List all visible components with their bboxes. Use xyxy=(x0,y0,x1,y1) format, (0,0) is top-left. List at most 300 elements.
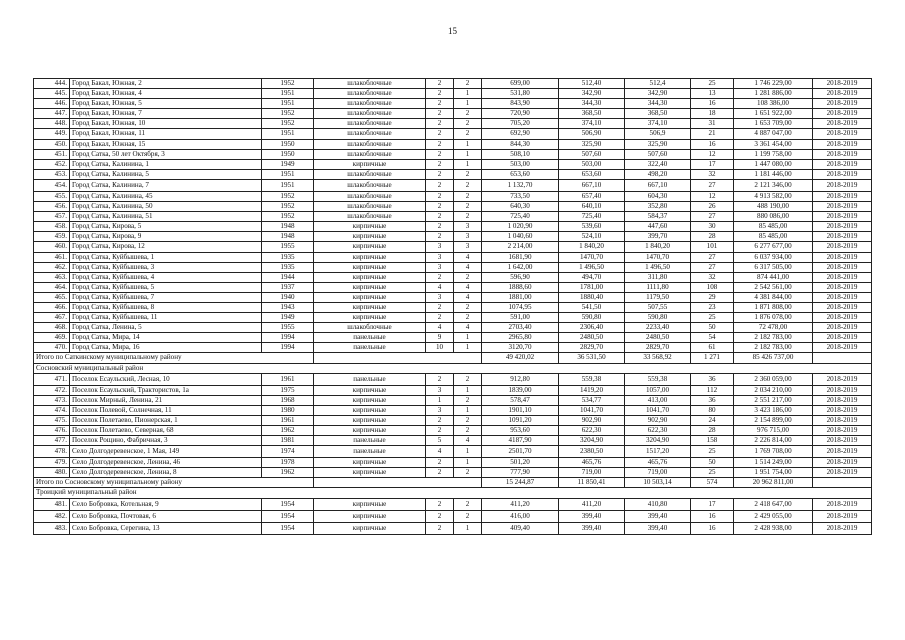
floors-cell: 2 xyxy=(426,159,454,169)
period-cell: 2018-2019 xyxy=(813,522,872,534)
entrances-cell: 2 xyxy=(454,313,482,323)
premises-area-cell: 1 840,20 xyxy=(559,242,625,252)
residential-area-cell: 374,10 xyxy=(625,119,691,129)
table-row xyxy=(34,292,872,302)
page-number: 15 xyxy=(448,26,457,36)
address-cell: Село Долгодеревенское, Ленина, 8 xyxy=(70,468,262,478)
floors-cell: 2 xyxy=(426,373,454,385)
table-row xyxy=(34,415,872,425)
address-cell: Село Бобровка, Почтовая, 6 xyxy=(70,510,262,522)
table-row xyxy=(34,436,872,446)
address-cell: Город Бакал, Южная, 7 xyxy=(70,109,262,119)
period-cell: 2018-2019 xyxy=(813,510,872,522)
residents-cell: 1 271 xyxy=(691,353,734,363)
cost-cell: 2 226 814,00 xyxy=(734,436,813,446)
total-area-cell: 720,90 xyxy=(482,109,559,119)
premises-area-cell: 1781,00 xyxy=(559,282,625,292)
table-row xyxy=(34,458,872,468)
address-cell: Город Сатка, 50 лет Октября, 3 xyxy=(70,149,262,159)
entrances-cell: 3 xyxy=(454,222,482,232)
year-built-cell: 1962 xyxy=(262,468,314,478)
total-area-cell: 578,47 xyxy=(482,395,559,405)
premises-area-cell: 512,40 xyxy=(559,79,625,89)
year-built-cell: 1935 xyxy=(262,252,314,262)
address-cell: Город Сатка, Кирова, 9 xyxy=(70,232,262,242)
period-cell: 2018-2019 xyxy=(813,232,872,242)
address-cell: Поселок Мирный, Ленина, 21 xyxy=(70,395,262,405)
residents-cell: 32 xyxy=(691,169,734,179)
wall-material-cell: кирпичные xyxy=(314,272,426,282)
residents-cell: 16 xyxy=(691,510,734,522)
period-cell: 2018-2019 xyxy=(813,395,872,405)
cost-cell: 880 086,00 xyxy=(734,212,813,222)
wall-material-cell: кирпичные xyxy=(314,385,426,395)
year-built-cell: 1948 xyxy=(262,222,314,232)
year-built-cell: 1962 xyxy=(262,426,314,436)
premises-area-cell: 1419,20 xyxy=(559,385,625,395)
residents-cell: 21 xyxy=(691,129,734,139)
period-cell: 2018-2019 xyxy=(813,302,872,312)
year-built-cell: 1954 xyxy=(262,510,314,522)
entrances-cell: 1 xyxy=(454,458,482,468)
address-cell: Поселок Полевой, Солнечная, 11 xyxy=(70,405,262,415)
period-cell: 2018-2019 xyxy=(813,498,872,510)
row-number-cell: 476. xyxy=(34,426,70,436)
row-number-cell: 463. xyxy=(34,272,70,282)
cost-cell: 6 277 677,00 xyxy=(734,242,813,252)
residential-area-cell: 622,30 xyxy=(625,426,691,436)
floors-cell: 2 xyxy=(426,458,454,468)
residential-area-cell: 498,20 xyxy=(625,169,691,179)
year-built-cell: 1951 xyxy=(262,99,314,109)
wall-material-cell: шлакоблочные xyxy=(314,139,426,149)
residents-cell: 23 xyxy=(691,302,734,312)
premises-area-cell: 503,00 xyxy=(559,159,625,169)
year-built-cell: 1943 xyxy=(262,302,314,312)
row-number-cell: 461. xyxy=(34,252,70,262)
row-number-cell: 467. xyxy=(34,313,70,323)
residents-cell: 29 xyxy=(691,292,734,302)
premises-area-cell: 725,40 xyxy=(559,212,625,222)
empty-cell xyxy=(813,478,872,488)
floors-cell: 4 xyxy=(426,323,454,333)
total-area-cell: 699,00 xyxy=(482,79,559,89)
floors-cell: 2 xyxy=(426,129,454,139)
table-row xyxy=(34,212,872,222)
year-built-cell: 1954 xyxy=(262,498,314,510)
row-number-cell: 451. xyxy=(34,149,70,159)
wall-material-cell: кирпичные xyxy=(314,510,426,522)
year-built-cell: 1948 xyxy=(262,232,314,242)
floors-cell: 3 xyxy=(426,385,454,395)
address-cell: Город Бакал, Южная, 10 xyxy=(70,119,262,129)
period-cell: 2018-2019 xyxy=(813,159,872,169)
period-cell: 2018-2019 xyxy=(813,222,872,232)
year-built-cell: 1952 xyxy=(262,109,314,119)
wall-material-cell: шлакоблочные xyxy=(314,129,426,139)
cost-cell: 976 715,00 xyxy=(734,426,813,436)
entrances-cell: 1 xyxy=(454,446,482,458)
subtotal-row xyxy=(34,353,872,363)
subtotal-label: Итого по Сосновскому муниципальному району xyxy=(34,478,314,488)
table-row xyxy=(34,498,872,510)
wall-material-cell: панельные xyxy=(314,333,426,343)
floors-cell: 5 xyxy=(426,436,454,446)
cost-cell: 2 121 346,00 xyxy=(734,179,813,191)
wall-material-cell: кирпичные xyxy=(314,522,426,534)
premises-area-cell: 590,80 xyxy=(559,313,625,323)
period-cell: 2018-2019 xyxy=(813,343,872,353)
total-area-cell: 409,40 xyxy=(482,522,559,534)
wall-material-cell: кирпичные xyxy=(314,262,426,272)
year-built-cell: 1944 xyxy=(262,272,314,282)
row-number-cell: 460. xyxy=(34,242,70,252)
address-cell: Село Бобровка, Котельная, 9 xyxy=(70,498,262,510)
cost-cell: 2 542 561,00 xyxy=(734,282,813,292)
address-cell: Поселок Рощино, Фабричная, 3 xyxy=(70,436,262,446)
residential-area-cell: 604,30 xyxy=(625,191,691,201)
year-built-cell: 1968 xyxy=(262,395,314,405)
period-cell: 2018-2019 xyxy=(813,99,872,109)
premises-area-cell: 524,10 xyxy=(559,232,625,242)
residents-cell: 108 xyxy=(691,282,734,292)
row-number-cell: 453. xyxy=(34,169,70,179)
row-number-cell: 474. xyxy=(34,405,70,415)
row-number-cell: 470. xyxy=(34,343,70,353)
residential-area-cell: 33 568,92 xyxy=(625,353,691,363)
address-cell: Город Сатка, Куйбышева, 8 xyxy=(70,302,262,312)
row-number-cell: 447. xyxy=(34,109,70,119)
table-row xyxy=(34,79,872,89)
total-area-cell: 777,90 xyxy=(482,468,559,478)
year-built-cell: 1951 xyxy=(262,169,314,179)
residents-cell: 25 xyxy=(691,79,734,89)
wall-material-cell: кирпичные xyxy=(314,222,426,232)
floors-cell: 2 xyxy=(426,191,454,201)
address-cell: Город Сатка, Ленина, 5 xyxy=(70,323,262,333)
premises-area-cell: 507,60 xyxy=(559,149,625,159)
period-cell: 2018-2019 xyxy=(813,446,872,458)
residential-area-cell: 465,76 xyxy=(625,458,691,468)
floors-cell: 2 xyxy=(426,426,454,436)
total-area-cell: 1901,10 xyxy=(482,405,559,415)
year-built-cell: 1951 xyxy=(262,129,314,139)
total-area-cell: 912,80 xyxy=(482,373,559,385)
table-row xyxy=(34,426,872,436)
entrances-cell: 4 xyxy=(454,262,482,272)
row-number-cell: 446. xyxy=(34,99,70,109)
entrances-cell: 1 xyxy=(454,139,482,149)
residential-area-cell: 322,40 xyxy=(625,159,691,169)
row-number-cell: 449. xyxy=(34,129,70,139)
residential-area-cell: 325,90 xyxy=(625,139,691,149)
entrances-cell: 1 xyxy=(454,405,482,415)
row-number-cell: 479. xyxy=(34,458,70,468)
floors-cell: 3 xyxy=(426,252,454,262)
row-number-cell: 471. xyxy=(34,373,70,385)
row-number-cell: 468. xyxy=(34,323,70,333)
premises-area-cell: 11 850,41 xyxy=(559,478,625,488)
year-built-cell: 1980 xyxy=(262,405,314,415)
wall-material-cell: кирпичные xyxy=(314,415,426,425)
entrances-cell: 1 xyxy=(454,89,482,99)
empty-cell xyxy=(314,353,482,363)
wall-material-cell: кирпичные xyxy=(314,426,426,436)
year-built-cell: 1937 xyxy=(262,282,314,292)
floors-cell: 2 xyxy=(426,522,454,534)
row-number-cell: 472. xyxy=(34,385,70,395)
cost-cell: 108 386,00 xyxy=(734,99,813,109)
table-row xyxy=(34,446,872,458)
table-row xyxy=(34,149,872,159)
period-cell: 2018-2019 xyxy=(813,79,872,89)
residents-cell: 27 xyxy=(691,262,734,272)
address-cell: Село Долгодеревенское, Ленина, 46 xyxy=(70,458,262,468)
address-cell: Город Бакал, Южная, 2 xyxy=(70,79,262,89)
residents-cell: 28 xyxy=(691,232,734,242)
row-number-cell: 473. xyxy=(34,395,70,405)
residential-area-cell: 559,38 xyxy=(625,373,691,385)
cost-cell: 72 478,00 xyxy=(734,323,813,333)
entrances-cell: 2 xyxy=(454,129,482,139)
residential-area-cell: 667,10 xyxy=(625,179,691,191)
table-row xyxy=(34,333,872,343)
floors-cell: 2 xyxy=(426,222,454,232)
table-row xyxy=(34,159,872,169)
district-header-row xyxy=(34,488,872,498)
wall-material-cell: кирпичные xyxy=(314,232,426,242)
row-number-cell: 477. xyxy=(34,436,70,446)
residential-area-cell: 410,80 xyxy=(625,498,691,510)
premises-area-cell: 539,60 xyxy=(559,222,625,232)
address-cell: Город Сатка, Мира, 14 xyxy=(70,333,262,343)
period-cell: 2018-2019 xyxy=(813,436,872,446)
year-built-cell: 1978 xyxy=(262,458,314,468)
floors-cell: 2 xyxy=(426,169,454,179)
entrances-cell: 1 xyxy=(454,159,482,169)
table-row xyxy=(34,232,872,242)
row-number-cell: 456. xyxy=(34,202,70,212)
floors-cell: 4 xyxy=(426,446,454,458)
address-cell: Город Сатка, Куйбышева, 4 xyxy=(70,272,262,282)
wall-material-cell: кирпичные xyxy=(314,458,426,468)
premises-area-cell: 368,50 xyxy=(559,109,625,119)
subtotal-row xyxy=(34,478,872,488)
address-cell: Город Бакал, Южная, 5 xyxy=(70,99,262,109)
floors-cell: 4 xyxy=(426,282,454,292)
premises-area-cell: 1470,70 xyxy=(559,252,625,262)
period-cell: 2018-2019 xyxy=(813,313,872,323)
period-cell: 2018-2019 xyxy=(813,415,872,425)
premises-area-cell: 494,70 xyxy=(559,272,625,282)
premises-area-cell: 657,40 xyxy=(559,191,625,201)
entrances-cell: 2 xyxy=(454,468,482,478)
row-number-cell: 448. xyxy=(34,119,70,129)
cost-cell: 2 182 783,00 xyxy=(734,343,813,353)
total-area-cell: 1 020,90 xyxy=(482,222,559,232)
table-row xyxy=(34,343,872,353)
period-cell: 2018-2019 xyxy=(813,272,872,282)
cost-cell: 2 428 938,00 xyxy=(734,522,813,534)
row-number-cell: 445. xyxy=(34,89,70,99)
address-cell: Город Бакал, Южная, 15 xyxy=(70,139,262,149)
cost-cell: 488 190,00 xyxy=(734,202,813,212)
row-number-cell: 475. xyxy=(34,415,70,425)
year-built-cell: 1955 xyxy=(262,242,314,252)
premises-area-cell: 1880,40 xyxy=(559,292,625,302)
row-number-cell: 464. xyxy=(34,282,70,292)
residents-cell: 27 xyxy=(691,252,734,262)
wall-material-cell: кирпичные xyxy=(314,468,426,478)
district-header-row xyxy=(34,363,872,373)
residents-cell: 16 xyxy=(691,522,734,534)
residents-cell: 50 xyxy=(691,323,734,333)
empty-cell xyxy=(813,353,872,363)
total-area-cell: 531,80 xyxy=(482,89,559,99)
residents-cell: 158 xyxy=(691,436,734,446)
cost-cell: 1 871 808,00 xyxy=(734,302,813,312)
address-cell: Город Сатка, Кирова, 5 xyxy=(70,222,262,232)
cost-cell: 1 281 886,00 xyxy=(734,89,813,99)
wall-material-cell: кирпичные xyxy=(314,292,426,302)
year-built-cell: 1954 xyxy=(262,522,314,534)
residents-cell: 12 xyxy=(691,191,734,201)
residential-area-cell: 2480,50 xyxy=(625,333,691,343)
wall-material-cell: шлакоблочные xyxy=(314,119,426,129)
residents-cell: 30 xyxy=(691,222,734,232)
floors-cell: 2 xyxy=(426,232,454,242)
entrances-cell: 3 xyxy=(454,232,482,242)
residents-cell: 50 xyxy=(691,458,734,468)
residents-cell: 27 xyxy=(691,179,734,191)
address-cell: Город Сатка, Мира, 16 xyxy=(70,343,262,353)
wall-material-cell: шлакоблочные xyxy=(314,99,426,109)
total-area-cell: 1681,90 xyxy=(482,252,559,262)
row-number-cell: 478. xyxy=(34,446,70,458)
residential-area-cell: 344,30 xyxy=(625,99,691,109)
cost-cell: 2 154 899,00 xyxy=(734,415,813,425)
premises-area-cell: 342,90 xyxy=(559,89,625,99)
premises-area-cell: 559,38 xyxy=(559,373,625,385)
total-area-cell: 508,10 xyxy=(482,149,559,159)
table-row xyxy=(34,282,872,292)
year-built-cell: 1949 xyxy=(262,159,314,169)
year-built-cell: 1952 xyxy=(262,191,314,201)
housing-register-table xyxy=(33,78,872,535)
total-area-cell: 1881,00 xyxy=(482,292,559,302)
residential-area-cell: 1 840,20 xyxy=(625,242,691,252)
year-built-cell: 1961 xyxy=(262,373,314,385)
total-area-cell: 503,00 xyxy=(482,159,559,169)
cost-cell: 1 181 446,00 xyxy=(734,169,813,179)
total-area-cell: 2965,80 xyxy=(482,333,559,343)
residents-cell: 574 xyxy=(691,478,734,488)
cost-cell: 1 951 754,00 xyxy=(734,468,813,478)
wall-material-cell: кирпичные xyxy=(314,252,426,262)
premises-area-cell: 2829,70 xyxy=(559,343,625,353)
residential-area-cell: 719,00 xyxy=(625,468,691,478)
wall-material-cell: шлакоблочные xyxy=(314,89,426,99)
year-built-cell: 1975 xyxy=(262,385,314,395)
residents-cell: 12 xyxy=(691,149,734,159)
entrances-cell: 2 xyxy=(454,426,482,436)
floors-cell: 2 xyxy=(426,302,454,312)
wall-material-cell: кирпичные xyxy=(314,159,426,169)
floors-cell: 3 xyxy=(426,292,454,302)
premises-area-cell: 2380,50 xyxy=(559,446,625,458)
residential-area-cell: 399,40 xyxy=(625,510,691,522)
period-cell: 2018-2019 xyxy=(813,119,872,129)
residents-cell: 32 xyxy=(691,272,734,282)
cost-cell: 1 769 708,00 xyxy=(734,446,813,458)
table-row xyxy=(34,242,872,252)
total-area-cell: 843,90 xyxy=(482,99,559,109)
table-row xyxy=(34,323,872,333)
residential-area-cell: 1179,50 xyxy=(625,292,691,302)
residents-cell: 54 xyxy=(691,333,734,343)
residential-area-cell: 342,90 xyxy=(625,89,691,99)
wall-material-cell: кирпичные xyxy=(314,405,426,415)
floors-cell: 2 xyxy=(426,99,454,109)
residential-area-cell: 507,60 xyxy=(625,149,691,159)
residents-cell: 101 xyxy=(691,242,734,252)
address-cell: Село Бобровка, Серегина, 13 xyxy=(70,522,262,534)
total-area-cell: 3120,70 xyxy=(482,343,559,353)
residents-cell: 25 xyxy=(691,313,734,323)
table-row xyxy=(34,262,872,272)
total-area-cell: 692,90 xyxy=(482,129,559,139)
address-cell: Город Сатка, Куйбышева, 1 xyxy=(70,252,262,262)
premises-area-cell: 399,40 xyxy=(559,510,625,522)
residents-cell: 31 xyxy=(691,119,734,129)
residential-area-cell: 1041,70 xyxy=(625,405,691,415)
total-area-cell: 1839,00 xyxy=(482,385,559,395)
residential-area-cell: 368,50 xyxy=(625,109,691,119)
cost-cell: 6 317 505,00 xyxy=(734,262,813,272)
premises-area-cell: 622,30 xyxy=(559,426,625,436)
floors-cell: 2 xyxy=(426,179,454,191)
wall-material-cell: кирпичные xyxy=(314,313,426,323)
period-cell: 2018-2019 xyxy=(813,373,872,385)
address-cell: Город Бакал, Южная, 4 xyxy=(70,89,262,99)
floors-cell: 2 xyxy=(426,79,454,89)
entrances-cell: 1 xyxy=(454,99,482,109)
table-row xyxy=(34,468,872,478)
row-number-cell: 482. xyxy=(34,510,70,522)
period-cell: 2018-2019 xyxy=(813,262,872,272)
entrances-cell: 1 xyxy=(454,385,482,395)
cost-cell: 1 651 922,00 xyxy=(734,109,813,119)
period-cell: 2018-2019 xyxy=(813,169,872,179)
row-number-cell: 480. xyxy=(34,468,70,478)
period-cell: 2018-2019 xyxy=(813,202,872,212)
wall-material-cell: шлакоблочные xyxy=(314,149,426,159)
floors-cell: 3 xyxy=(426,405,454,415)
table-row xyxy=(34,405,872,415)
premises-area-cell: 399,40 xyxy=(559,522,625,534)
table-row xyxy=(34,313,872,323)
period-cell: 2018-2019 xyxy=(813,109,872,119)
table-row xyxy=(34,179,872,191)
period-cell: 2018-2019 xyxy=(813,405,872,415)
address-cell: Город Сатка, Калинина, 7 xyxy=(70,179,262,191)
address-cell: Город Сатка, Калинина, 51 xyxy=(70,212,262,222)
cost-cell: 6 037 934,00 xyxy=(734,252,813,262)
entrances-cell: 1 xyxy=(454,343,482,353)
row-number-cell: 454. xyxy=(34,179,70,191)
period-cell: 2018-2019 xyxy=(813,89,872,99)
total-area-cell: 653,60 xyxy=(482,169,559,179)
